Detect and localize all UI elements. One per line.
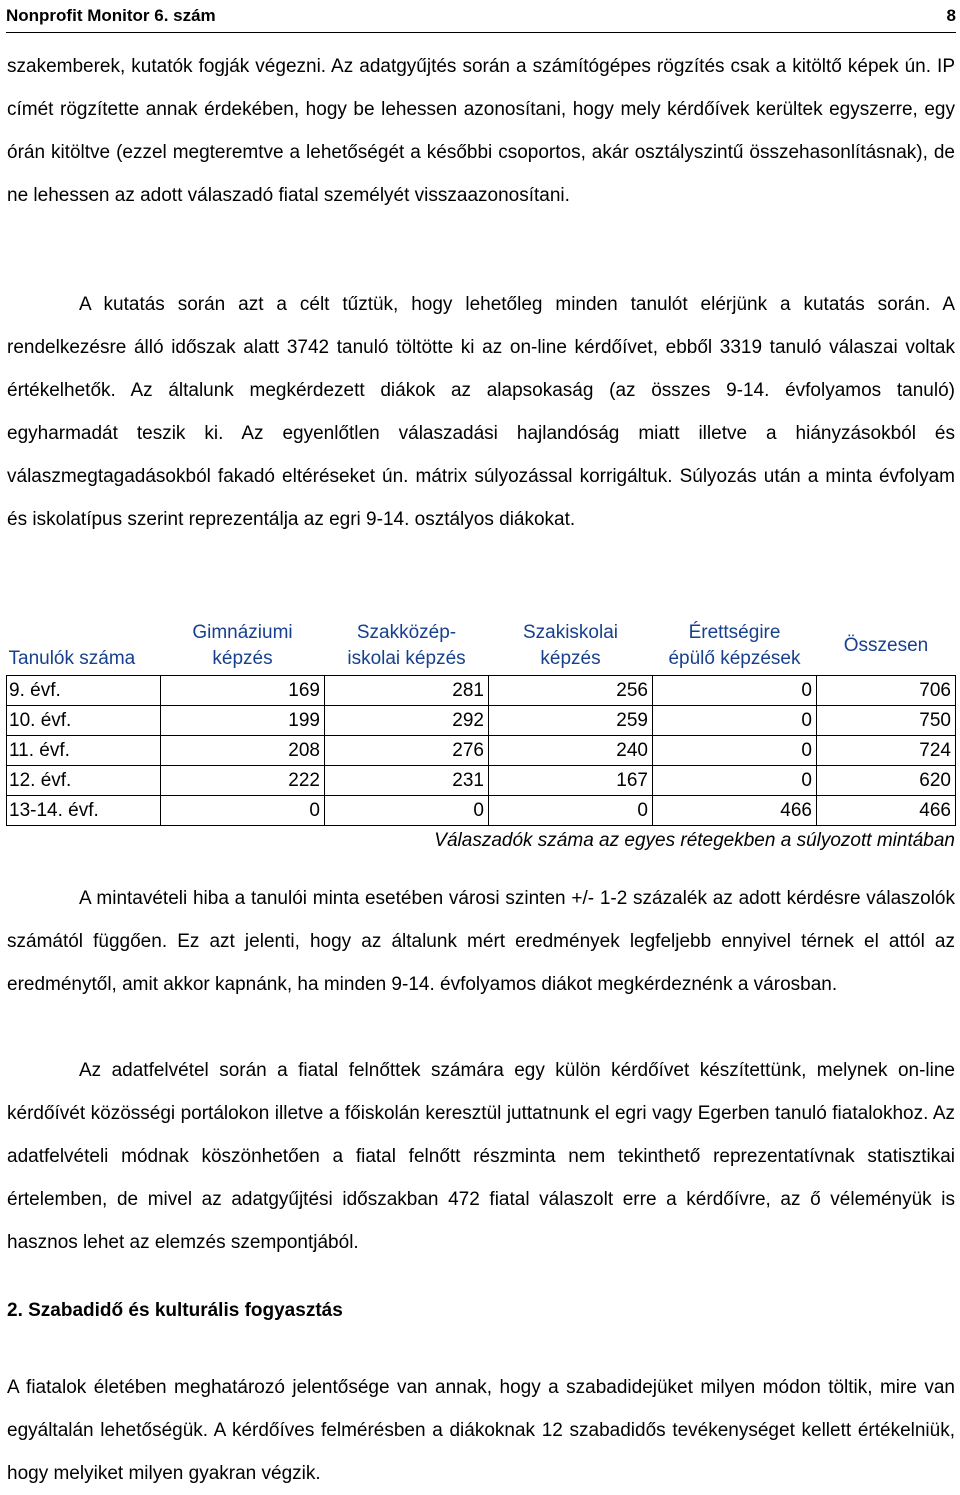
cell-erettsegi: 0 bbox=[653, 706, 817, 736]
cell-gimnazium: 208 bbox=[161, 736, 325, 766]
paragraph-sample: A kutatás során azt a célt tűztük, hogy lehetőleg minden tanulót elérjünk a kutatás során. A rendelkezésre álló időszak alatt 3742 tanuló töltötte ki az on-line kérdőívet, ebből 3319 tanuló válaszai voltak értékelhetők. Az általunk megkérdezett diákok az alapsokaság (az összes 9-14. évfolyamos tanuló) egyharmadát teszik ki. Az egyenlőtlen válaszadási hajlandóság miatt illetve a hiányzásokból és válaszmegtagadásokból fakadó eltéréseket ún. mátrix súlyozással korrigáltuk. Súlyozás után a minta évfolyam és iskolatípus szerint reprezentálja az egri 9-14. osztályos diákokat. bbox=[7, 294, 955, 530]
student-count-table bbox=[6, 620, 956, 826]
header-szakkozep-line2: iskolai képzés bbox=[347, 648, 466, 669]
paragraph-sampling-error: A mintavételi hiba a tanulói minta esetében városi szinten +/- 1-2 százalék az adott kérdésre válaszolók számától függően. Ez azt jelenti, hogy az általunk mért eredmények legfeljebb ennyivel térnek el attól az eredménytől, amit akkor kapnánk, ha minden 9-14. évfolyamos diákot megkérdeznénk a városban. bbox=[7, 888, 955, 995]
cell-total: 620 bbox=[817, 766, 956, 796]
row-label: 12. évf. bbox=[7, 766, 161, 796]
table-caption: Válaszadók száma az egyes rétegekben a súlyozott mintában bbox=[434, 830, 955, 851]
cell-szakiskola: 0 bbox=[489, 796, 653, 826]
header-szakiskola bbox=[489, 620, 653, 676]
header-erettsegi bbox=[653, 620, 817, 676]
cell-szakkozep: 231 bbox=[325, 766, 489, 796]
page-number: 8 bbox=[946, 6, 956, 25]
table-row bbox=[7, 766, 956, 796]
cell-gimnazium: 199 bbox=[161, 706, 325, 736]
cell-total: 724 bbox=[817, 736, 956, 766]
cell-gimnazium: 0 bbox=[161, 796, 325, 826]
table-row bbox=[7, 706, 956, 736]
header-szakkozep bbox=[325, 620, 489, 676]
cell-total: 466 bbox=[817, 796, 956, 826]
row-label: 11. évf. bbox=[7, 736, 161, 766]
paragraph-data-collection: szakemberek, kutatók fogják végezni. Az adatgyűjtés során a számítógépes rögzítés csak a kitöltő képek ún. IP címét rögzítette annak érdekében, hogy be lehessen azonosítani, hogy mely kérdőívek kerültek egyszerre, egy órán kitöltve (ezzel megteremtve a lehetőségét a későbbi csoportos, akár osztályszintű összehasonlításnak), de ne lehessen az adott válaszadó fiatal személyét visszaazonosítani. bbox=[7, 56, 955, 206]
cell-gimnazium: 169 bbox=[161, 676, 325, 706]
row-label: 10. évf. bbox=[7, 706, 161, 736]
header-erettsegi-line2: épülő képzések bbox=[668, 648, 801, 669]
row-label: 9. évf. bbox=[7, 676, 161, 706]
cell-szakkozep: 0 bbox=[325, 796, 489, 826]
cell-szakiskola: 259 bbox=[489, 706, 653, 736]
table-row bbox=[7, 796, 956, 826]
header-szakiskola-line1: Szakiskolai bbox=[522, 622, 619, 643]
table-row bbox=[7, 736, 956, 766]
row-label: 13-14. évf. bbox=[7, 796, 161, 826]
cell-total: 706 bbox=[817, 676, 956, 706]
paragraph-leisure: A fiatalok életében meghatározó jelentősége van annak, hogy a szabadidejüket milyen módon töltik, mire van egyáltalán lehetőségük. A kérdőíves felmérésben a diákoknak 12 szabadidős tevékenységet kellett értékelniük, hogy melyiket milyen gyakran végzik. bbox=[7, 1377, 955, 1484]
header-erettsegi-line1: Érettségire bbox=[688, 622, 781, 643]
header-gimnazium-line2: képzés bbox=[212, 648, 273, 669]
header-total: Összesen bbox=[817, 620, 956, 676]
header-gimnazium bbox=[161, 620, 325, 676]
cell-erettsegi: 466 bbox=[653, 796, 817, 826]
cell-szakiskola: 256 bbox=[489, 676, 653, 706]
header-szakkozep-line1: Szakközép- bbox=[356, 622, 457, 643]
paragraph-young-adults: Az adatfelvétel során a fiatal felnőttek számára egy külön kérdőívet készítettünk, melynek on-line kérdőívét közösségi portálokon illetve a főiskolán keresztül juttatnunk el egri vagy Egerben tanuló fiatalokhoz. Az adatfelvételi módnak köszönhetően a fiatal felnőtt részminta nem tekinthető reprezentatívnak statisztikai értelemben, de mivel az adatgyűjtési időszakban 472 fiatal válaszolt erre a kérdőívre, az ő véleményük is hasznos lehet az elemzés szempontjából. bbox=[7, 1060, 955, 1253]
cell-erettsegi: 0 bbox=[653, 736, 817, 766]
table-header-row bbox=[7, 620, 956, 676]
cell-szakiskola: 167 bbox=[489, 766, 653, 796]
header-gimnazium-line1: Gimnáziumi bbox=[192, 622, 293, 643]
cell-szakkozep: 276 bbox=[325, 736, 489, 766]
document-title: Nonprofit Monitor 6. szám bbox=[6, 6, 216, 25]
cell-erettsegi: 0 bbox=[653, 766, 817, 796]
cell-szakkozep: 292 bbox=[325, 706, 489, 736]
cell-gimnazium: 222 bbox=[161, 766, 325, 796]
page-header bbox=[6, 0, 956, 33]
cell-erettsegi: 0 bbox=[653, 676, 817, 706]
header-szakiskola-line2: képzés bbox=[540, 648, 601, 669]
cell-szakkozep: 281 bbox=[325, 676, 489, 706]
cell-total: 750 bbox=[817, 706, 956, 736]
section-heading: 2. Szabadidő és kulturális fogyasztás bbox=[7, 1300, 343, 1321]
table-row bbox=[7, 676, 956, 706]
header-row-label: Tanulók száma bbox=[7, 620, 161, 676]
cell-szakiskola: 240 bbox=[489, 736, 653, 766]
